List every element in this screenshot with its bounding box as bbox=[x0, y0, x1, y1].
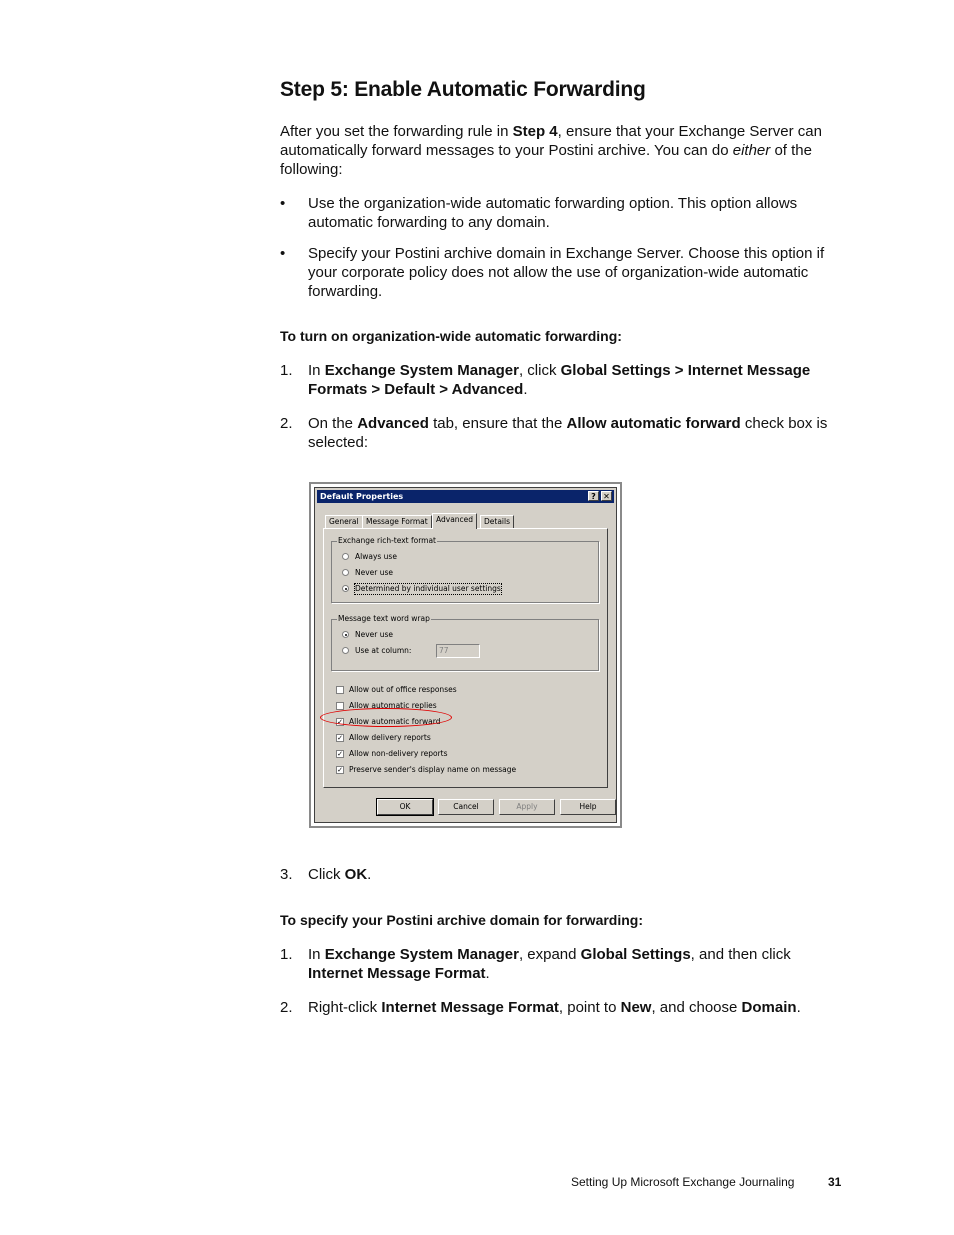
radio-selected-icon bbox=[342, 585, 349, 592]
tab-advanced[interactable]: Advanced bbox=[432, 513, 477, 529]
step-number: 1. bbox=[280, 946, 293, 963]
step-number: 2. bbox=[280, 415, 293, 432]
checkbox-icon bbox=[336, 686, 344, 694]
check-icon: ✓ bbox=[337, 766, 343, 774]
check-icon: ✓ bbox=[337, 750, 343, 758]
advanced-tab-panel: Exchange rich-text format Always use Never use Determined by individual user settings Message text word wrap Never use Use at column: 77 Allow out of office responses Allow automatic replies ✓ Allow automatic forward ✓ Allow delivery reports ✓ Allow non-delivery reports ✓ Preserve sender's display name on message bbox=[323, 528, 608, 788]
bullet-item bbox=[280, 194, 845, 234]
step-text: On the Advanced tab, ensure that the Allow automatic forward check box is selected: bbox=[308, 415, 828, 451]
dialog-screenshot bbox=[309, 482, 622, 828]
bullet-item bbox=[280, 244, 845, 304]
step-item bbox=[280, 414, 845, 454]
radio-selected-icon bbox=[342, 631, 349, 638]
page-number: 31 bbox=[828, 1175, 842, 1189]
check-icon: ✓ bbox=[337, 734, 343, 742]
tab-general[interactable]: General bbox=[325, 515, 363, 529]
properties-dialog bbox=[314, 487, 617, 823]
dialog-title: Default Properties bbox=[320, 492, 404, 501]
step-text: Click OK. bbox=[308, 866, 372, 883]
radio-icon bbox=[342, 647, 349, 654]
bullet-text: Use the organization-wide automatic forwarding option. This option allows automatic forwarding to any domain. bbox=[308, 195, 798, 231]
step-number: 2. bbox=[280, 999, 293, 1016]
checkbox-icon bbox=[336, 702, 344, 710]
step-item bbox=[280, 945, 845, 985]
column-input[interactable]: 77 bbox=[436, 644, 480, 658]
help-button[interactable]: Help bbox=[560, 799, 616, 815]
ok-button[interactable]: OK bbox=[377, 799, 433, 815]
group-label: Message text word wrap bbox=[338, 614, 430, 623]
help-icon[interactable]: ? bbox=[588, 491, 599, 501]
step-number: 3. bbox=[280, 866, 293, 883]
step-number: 1. bbox=[280, 362, 293, 379]
step-item bbox=[280, 361, 845, 401]
close-icon[interactable]: ✕ bbox=[601, 491, 612, 501]
bullet-mark: • bbox=[280, 245, 286, 262]
highlight-ellipse bbox=[320, 708, 452, 727]
group-label: Exchange rich-text format bbox=[338, 536, 436, 545]
step-text: In Exchange System Manager, click Global Settings > Internet Message Formats > Default > Advanced. bbox=[308, 362, 811, 398]
bullet-text: Specify your Postini archive domain in Exchange Server. Choose this option if your corporate policy does not allow the use of organization-wide automatic forwarding. bbox=[308, 245, 825, 300]
apply-button[interactable]: Apply bbox=[499, 799, 555, 815]
word-wrap-group: Message text word wrap Never use Use at column: 77 bbox=[331, 619, 599, 671]
radio-icon bbox=[342, 569, 349, 576]
dialog-titlebar bbox=[317, 490, 614, 503]
page-heading: Step 5: Enable Automatic Forwarding bbox=[280, 78, 646, 101]
step-text: Right-click Internet Message Format, point to New, and choose Domain. bbox=[308, 999, 801, 1016]
radio-icon bbox=[342, 553, 349, 560]
intro-paragraph: After you set the forwarding rule in Step 4, ensure that your Exchange Server can automatically forward messages to your Postini archive. You can do either of the following: bbox=[280, 123, 822, 178]
tab-message-format[interactable]: Message Format bbox=[362, 515, 432, 529]
step-item bbox=[280, 998, 845, 1018]
tab-details[interactable]: Details bbox=[480, 515, 514, 529]
rich-text-group: Exchange rich-text format Always use Never use Determined by individual user settings bbox=[331, 541, 599, 603]
section-title: To turn on organization-wide automatic forwarding: bbox=[280, 328, 622, 344]
step-item bbox=[280, 865, 845, 885]
step-text: In Exchange System Manager, expand Global Settings, and then click Internet Message Format. bbox=[308, 946, 791, 982]
cancel-button[interactable]: Cancel bbox=[438, 799, 494, 815]
section-title: To specify your Postini archive domain for forwarding: bbox=[280, 912, 644, 928]
footer-chapter-title: Setting Up Microsoft Exchange Journaling bbox=[571, 1175, 795, 1189]
check-icon: ✓ bbox=[337, 718, 343, 726]
bullet-mark: • bbox=[280, 195, 286, 212]
